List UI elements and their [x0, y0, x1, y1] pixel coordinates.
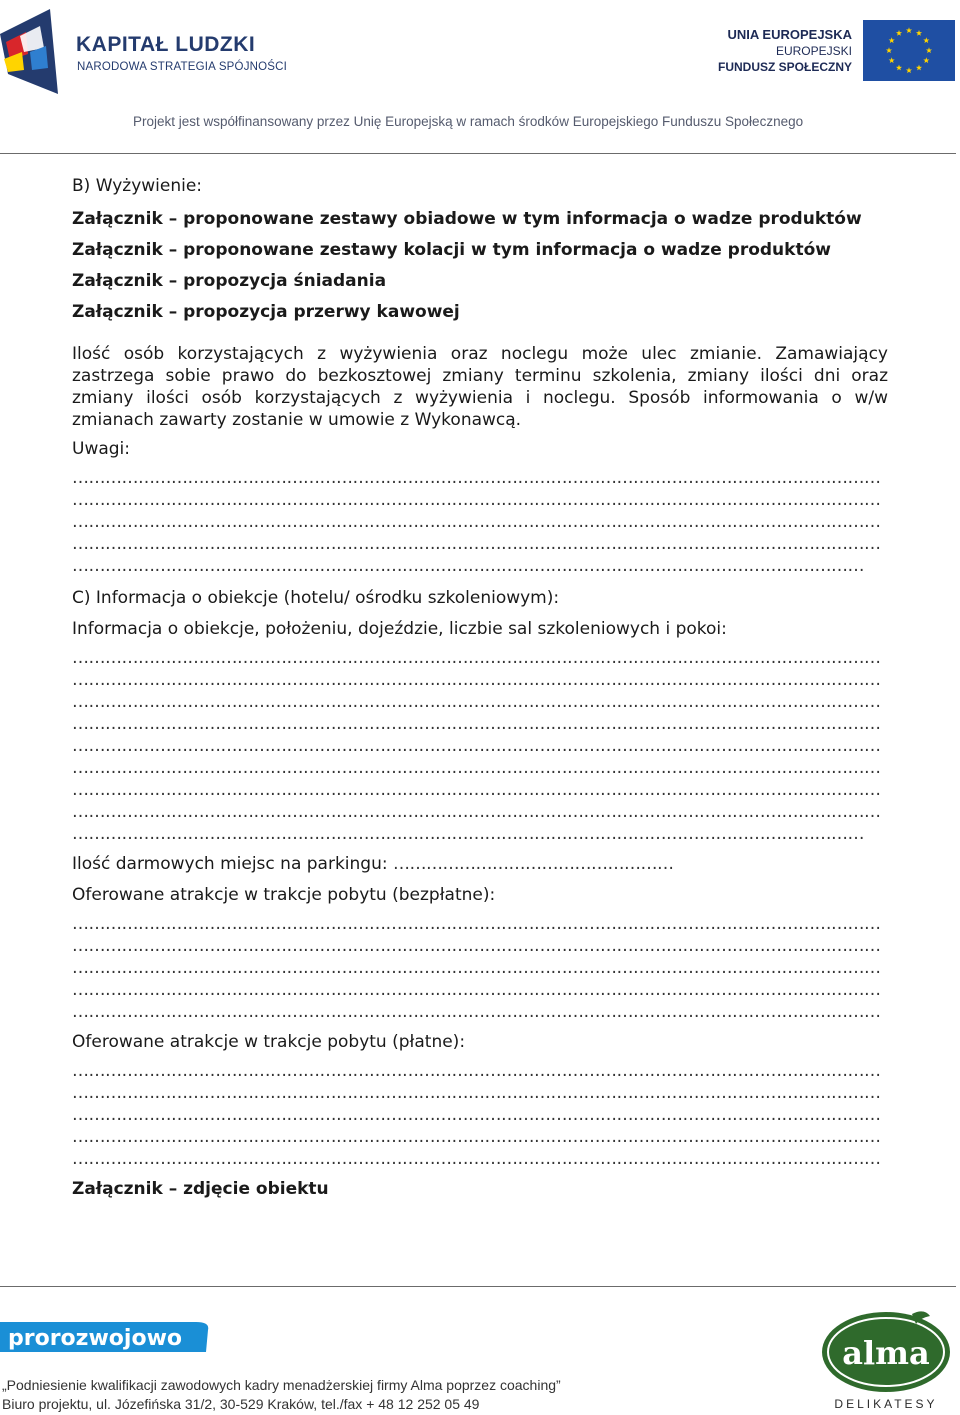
fill-line[interactable]: ………………………………………………………………………………………………………………………………… — [72, 1149, 881, 1169]
paid-attractions-label: Oferowane atrakcje w trakcje pobytu (płatne): — [72, 1032, 466, 1052]
attachment-venue-photo: Załącznik – zdjęcie obiektu — [72, 1179, 329, 1199]
header-divider — [0, 153, 956, 154]
fill-line[interactable]: ………………………………………………………………………………………………………………………………… — [72, 714, 881, 734]
logo-left-subtitle: NARODOWA STRATEGIA SPÓJNOŚCI — [77, 61, 288, 73]
fill-line[interactable]: ………………………………………………………………………………………………………………………………… — [72, 468, 881, 488]
attachment-dinner-sets: Załącznik – proponowane zestawy kolacji w tym informacja o wadze produktów — [72, 240, 831, 260]
eu-line-1: UNIA EUROPEJSKA — [727, 27, 852, 42]
logo-left-title: KAPITAŁ LUDZKI — [76, 33, 256, 56]
section-b-heading: B) Wyżywienie: — [72, 176, 203, 196]
alma-logo-subtext: DELIKATESY — [834, 1397, 938, 1411]
fill-line[interactable]: ………………………………………………………………………………………………………………………………… — [72, 958, 881, 978]
fill-line[interactable]: ………………………………………………………………………………………………………………………………… — [72, 914, 881, 934]
project-cofinancing-note: Projekt jest współfinansowany przez Unię Europejską w ramach środków Europejskiego Funduszu Społecznego — [133, 114, 804, 129]
fill-line[interactable]: ………………………………………………………………………………………………………………………………… — [72, 780, 881, 800]
parking-fill-line[interactable]: …………………………………………… — [393, 854, 674, 874]
paid-attractions-fill-lines[interactable] — [72, 1060, 888, 1170]
parking-label: Ilość darmowych miejsc na parkingu: — [72, 854, 388, 874]
parking-row — [72, 854, 888, 874]
page-header — [0, 0, 960, 160]
section-c-heading: C) Informacja o obiekcje (hotelu/ ośrodku szkoleniowym): — [72, 588, 560, 608]
venue-info-fill-lines[interactable] — [72, 647, 888, 845]
fill-line[interactable]: ………………………………………………………………………………………………………………………………… — [72, 534, 881, 554]
eu-line-2: EUROPEJSKI — [775, 44, 852, 58]
alma-logo-icon — [812, 1308, 960, 1412]
fill-line[interactable]: ………………………………………………………………………………………………………………………………… — [72, 980, 881, 1000]
fill-line[interactable]: ………………………………………………………………………………………………………………………………… — [72, 648, 881, 668]
footer-office-address: Biuro projektu, ul. Józefińska 31/2, 30-529 Kraków, tel./fax + 48 12 252 05 49 — [2, 1396, 480, 1412]
footer-divider — [0, 1286, 956, 1287]
alma-logo-text: alma — [842, 1334, 930, 1372]
remarks-fill-lines[interactable] — [72, 467, 888, 577]
fill-line[interactable]: ………………………………………………………………………………………………………………………………… — [72, 1002, 881, 1022]
fill-line[interactable]: ………………………………………………………………………………………………………………………………… — [72, 802, 881, 822]
eu-line-3: FUNDUSZ SPOŁECZNY — [717, 60, 852, 74]
free-attractions-fill-lines[interactable] — [72, 913, 888, 1023]
form-content — [72, 176, 888, 1199]
eu-text-block — [718, 27, 852, 75]
remarks-label: Uwagi: — [72, 439, 131, 459]
fill-line[interactable]: ………………………………………………………………………………………………………………………………… — [72, 758, 881, 778]
kapital-ludzki-logo-icon — [0, 4, 58, 96]
venue-info-label: Informacja o obiekcje, położeniu, dojeździe, liczbie sal szkoleniowych i pokoi: — [72, 619, 727, 639]
attachment-lunch-sets: Załącznik – proponowane zestawy obiadowe w tym informacja o wadze produktów — [72, 209, 862, 229]
fill-line[interactable]: ……………………………………………………………………………………………………………………………… — [72, 556, 864, 576]
fill-line[interactable]: ………………………………………………………………………………………………………………………………… — [72, 736, 881, 756]
fill-line[interactable]: ………………………………………………………………………………………………………………………………… — [72, 670, 881, 690]
prorozwojowo-logo-text: prorozwojowo — [8, 1326, 183, 1351]
prorozwojowo-logo-icon — [0, 1318, 210, 1356]
fill-line[interactable]: ………………………………………………………………………………………………………………………………… — [72, 490, 881, 510]
footer-project-title: „Podniesienie kwalifikacji zawodowych kadry menadżerskiej firmy Alma poprzez coaching” — [2, 1377, 561, 1393]
fill-line[interactable]: ………………………………………………………………………………………………………………………………… — [72, 936, 881, 956]
fill-line[interactable]: ……………………………………………………………………………………………………………………………… — [72, 824, 864, 844]
fill-line[interactable]: ………………………………………………………………………………………………………………………………… — [72, 692, 881, 712]
attachment-breakfast: Załącznik – propozycja śniadania — [72, 271, 387, 291]
fill-line[interactable]: ………………………………………………………………………………………………………………………………… — [72, 512, 881, 532]
fill-line[interactable]: ………………………………………………………………………………………………………………………………… — [72, 1061, 881, 1081]
fill-line[interactable]: ………………………………………………………………………………………………………………………………… — [72, 1127, 881, 1147]
change-notice-paragraph: Ilość osób korzystających z wyżywienia oraz noclegu może ulec zmianie. Zamawiający zastrzega sobie prawo do bezkosztowej zmiany terminu szkolenia, zmiany ilości dni oraz zmiany ilości osób korzystających z wyżywienia i noclegu. Sposób informowania o w/w zmianach zawarty zostanie w umowie z Wykonawcą. — [72, 344, 888, 430]
fill-line[interactable]: ………………………………………………………………………………………………………………………………… — [72, 1105, 881, 1125]
free-attractions-label: Oferowane atrakcje w trakcje pobytu (bezpłatne): — [72, 885, 496, 905]
fill-line[interactable]: ………………………………………………………………………………………………………………………………… — [72, 1083, 881, 1103]
eu-flag-icon — [863, 20, 955, 81]
attachment-coffee-break: Załącznik – propozycja przerwy kawowej — [72, 302, 460, 322]
